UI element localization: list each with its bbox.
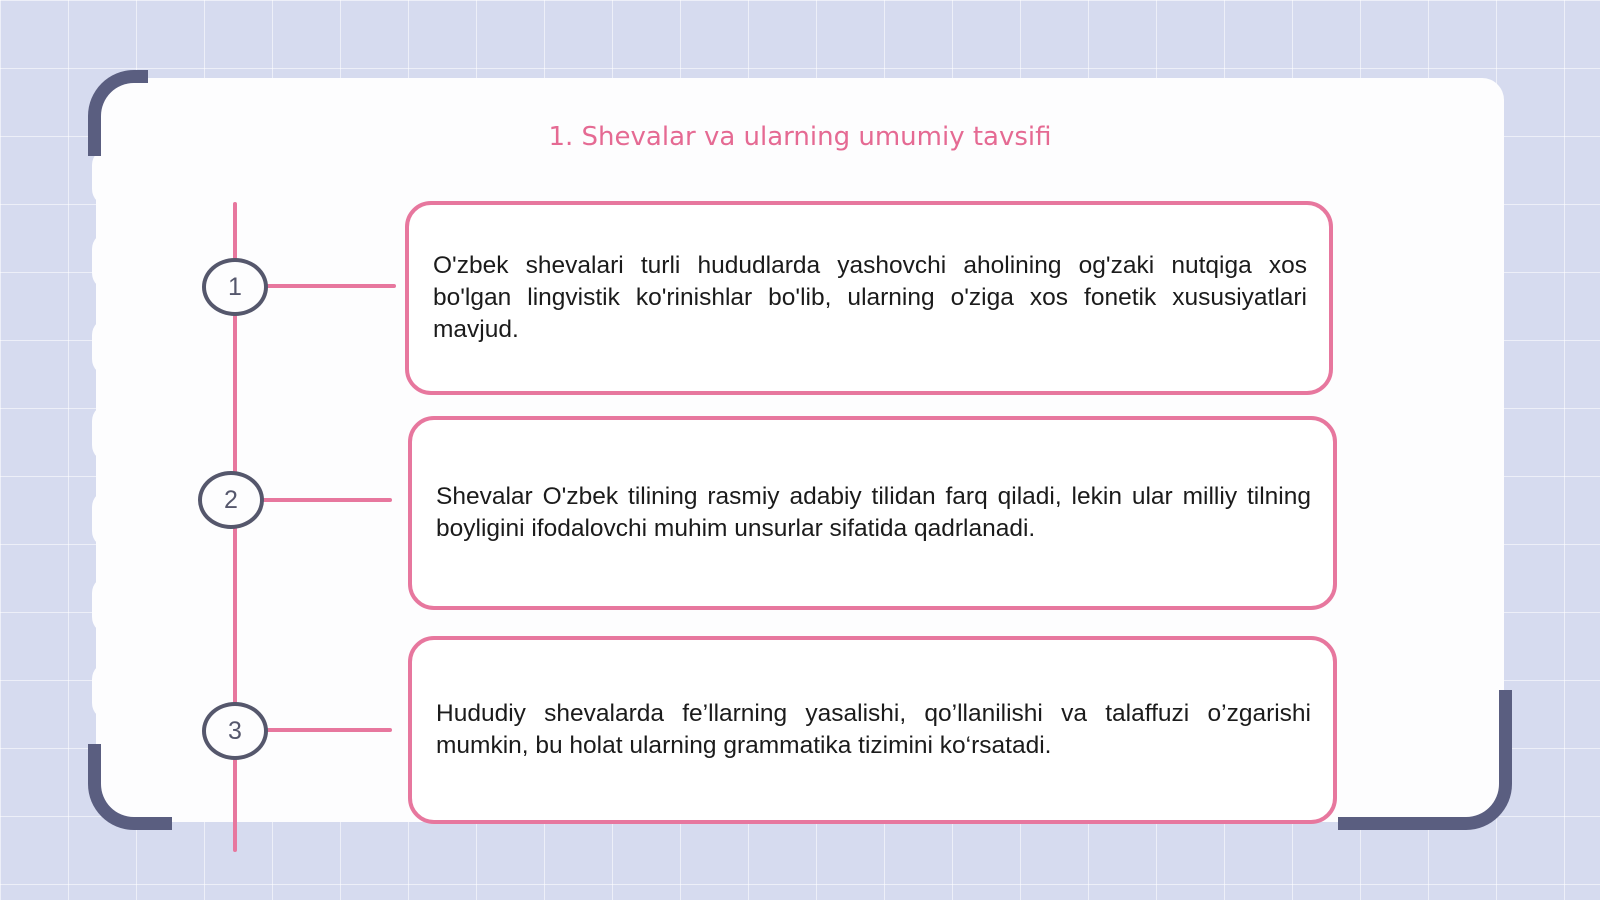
card-edge-scallop	[92, 576, 126, 634]
card-edge-scallop	[92, 148, 126, 206]
slide-title: 1. Shevalar va ularning umumiy tavsifi	[548, 122, 1052, 152]
info-text-3: Hududiy shevalarda fe’llarning yasalishi, qo’llanilishi va talaffuzi o’zgarishi mumkin, bu holat ularning grammatika tizimini ko‘rsatadi.	[436, 700, 1311, 759]
step-number-1: 1	[202, 258, 268, 316]
step-number-3: 3	[202, 702, 268, 760]
timeline-connector-1	[266, 284, 396, 288]
card-edge-scallop	[92, 318, 126, 376]
corner-bracket-top-left	[88, 70, 148, 156]
timeline-connector-2	[262, 498, 392, 502]
timeline-connector-3	[266, 728, 392, 732]
step-number-2: 2	[198, 471, 264, 529]
corner-bracket-bottom-left	[88, 744, 172, 830]
card-edge-scallop	[92, 232, 126, 290]
info-box-2	[408, 416, 1337, 610]
corner-bracket-bottom-right	[1338, 690, 1512, 830]
info-box-1	[405, 201, 1333, 395]
info-text-2: Shevalar O'zbek tilining rasmiy adabiy tilidan farq qiladi, lekin ular milliy tilning boyligini ifodalovchi muhim unsurlar sifatida qadrlanadi.	[436, 483, 1311, 542]
card-edge-scallop	[92, 490, 126, 548]
info-box-3	[408, 636, 1337, 824]
card-edge-scallop	[92, 662, 126, 720]
info-text-1: O'zbek shevalari turli hududlarda yashovchi aholining og'zaki nutqiga xos bo'lgan lingvistik ko'rinishlar bo'lib, ularning o'ziga xos fonetik xususiyatlari mavjud.	[433, 252, 1307, 343]
card-edge-scallop	[92, 404, 126, 462]
